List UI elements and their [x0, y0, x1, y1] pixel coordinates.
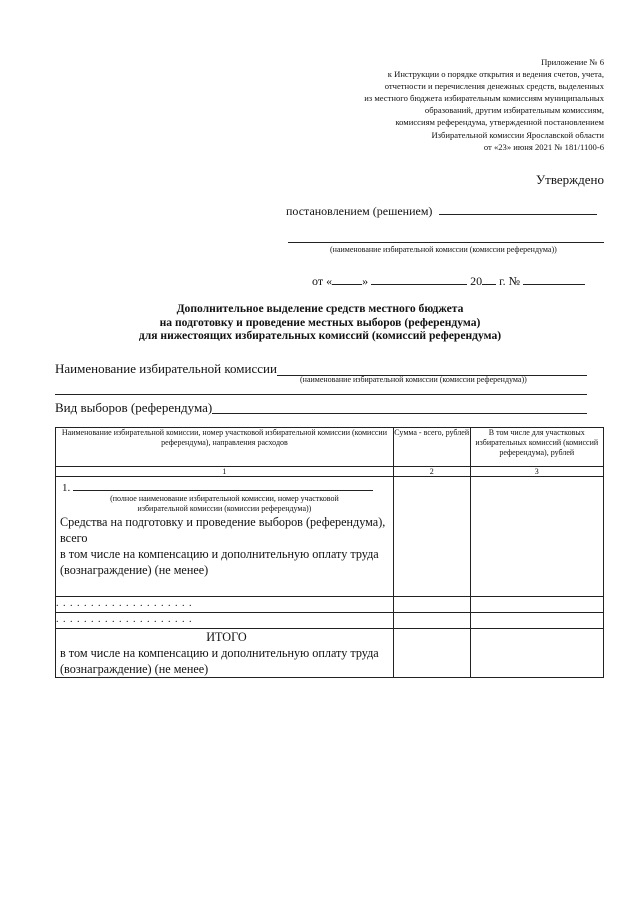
appendix-block: [274, 56, 604, 153]
dots-row-cell: . . . . . . . . . . . . . . . . . . . .: [56, 613, 394, 629]
appendix-line: Избирательной комиссии Ярославской области: [431, 129, 604, 140]
decision-row: [286, 204, 597, 219]
row1-name-blank[interactable]: [73, 480, 373, 491]
row1-caption: (полное наименование избирательной комиссии, номер участковой избирательной комиссии (комиссии референдума)): [110, 494, 339, 513]
decision-label: постановлением (решением): [286, 204, 433, 218]
appendix-line: к Инструкции о порядке открытия и ведения счетов, учета,: [387, 69, 604, 80]
year-blank[interactable]: [482, 274, 496, 285]
approved-heading: Утверждено: [535, 172, 604, 187]
date-prefix: от «: [312, 274, 333, 288]
row1-name-cell: [56, 477, 394, 597]
total-sum-cell[interactable]: [393, 629, 470, 678]
allocation-table: [55, 427, 604, 678]
dots-row-total[interactable]: [393, 597, 470, 613]
col-number: 2: [393, 467, 470, 477]
table-total-row: [56, 629, 604, 678]
row1-total-cell[interactable]: [393, 477, 470, 597]
appendix-line: образований, другим избирательным комиссиям,: [424, 105, 604, 116]
commission-caption: (наименование избирательной комиссии (комиссии референдума)): [330, 245, 557, 254]
commission-name-label: Наименование избирательной комиссии: [55, 361, 277, 376]
document-title: [120, 302, 520, 343]
year-suffix: г. №: [499, 274, 521, 288]
dots-row-precinct[interactable]: [470, 597, 603, 613]
header-precinct: В том числе для участковых избирательных комиссий (комиссий референдума), рублей: [470, 428, 603, 467]
commission-name-line-2[interactable]: [55, 394, 587, 395]
row1-text2: в том числе на компенсацию и дополнительную оплату труда (вознаграждение) (не менее): [60, 547, 379, 577]
col-number: 3: [470, 467, 603, 477]
year-prefix: 20: [470, 274, 483, 288]
row1-text1: Средства на подготовку и проведение выборов (референдума), всего: [60, 515, 386, 545]
dots-row-cell: . . . . . . . . . . . . . . . . . . . .: [56, 597, 394, 613]
table-number-row: [56, 467, 604, 477]
date-row: [312, 274, 585, 289]
election-type-label: Вид выборов (референдума): [55, 400, 213, 415]
appendix-line: от «23» июня 2021 № 181/1100-6: [483, 141, 604, 152]
commission-name-caption: (наименование избирательной комиссии (комиссии референдума)): [300, 375, 527, 384]
table-row: [56, 477, 604, 597]
dots-row-precinct[interactable]: [470, 613, 603, 629]
title-line: Дополнительное выделение средств местного бюджета: [176, 302, 464, 315]
title-line: на подготовку и проведение местных выборов (референдума): [159, 315, 481, 329]
header-total: Сумма - всего, рублей: [393, 428, 470, 467]
total-cell: [56, 629, 394, 678]
col-number: 1: [56, 467, 394, 477]
election-type-line[interactable]: [212, 413, 587, 414]
appendix-line: комиссиям референдума, утвержденной постановлением: [395, 117, 604, 128]
date-mid: »: [362, 274, 369, 288]
number-blank[interactable]: [523, 274, 585, 285]
appendix-line: отчетности и перечисления денежных средств, выделенных: [384, 81, 604, 92]
row1-precinct-cell[interactable]: [470, 477, 603, 597]
row1-number: 1.: [62, 482, 71, 494]
decision-blank[interactable]: [439, 204, 597, 215]
appendix-line: Приложение № 6: [541, 57, 604, 67]
total-precinct-cell[interactable]: [470, 629, 603, 678]
dots-row-total[interactable]: [393, 613, 470, 629]
table-header-row: [56, 428, 604, 467]
title-line: для нижестоящих избирательных комиссий (комиссий референдума): [138, 329, 502, 343]
total-sub: в том числе на компенсацию и дополнительную оплату труда (вознаграждение) (не менее): [60, 646, 379, 676]
table-row: [56, 597, 604, 613]
header-name: Наименование избирательной комиссии, номер участковой избирательной комиссии (комиссии референдума), направления расходов: [56, 428, 394, 467]
day-blank[interactable]: [332, 274, 362, 285]
total-label: ИТОГО: [206, 630, 247, 644]
appendix-line: из местного бюджета избирательным комиссиям муниципальных: [364, 93, 604, 104]
month-blank[interactable]: [371, 274, 467, 285]
table-row: [56, 613, 604, 629]
commission-line[interactable]: [288, 242, 604, 243]
